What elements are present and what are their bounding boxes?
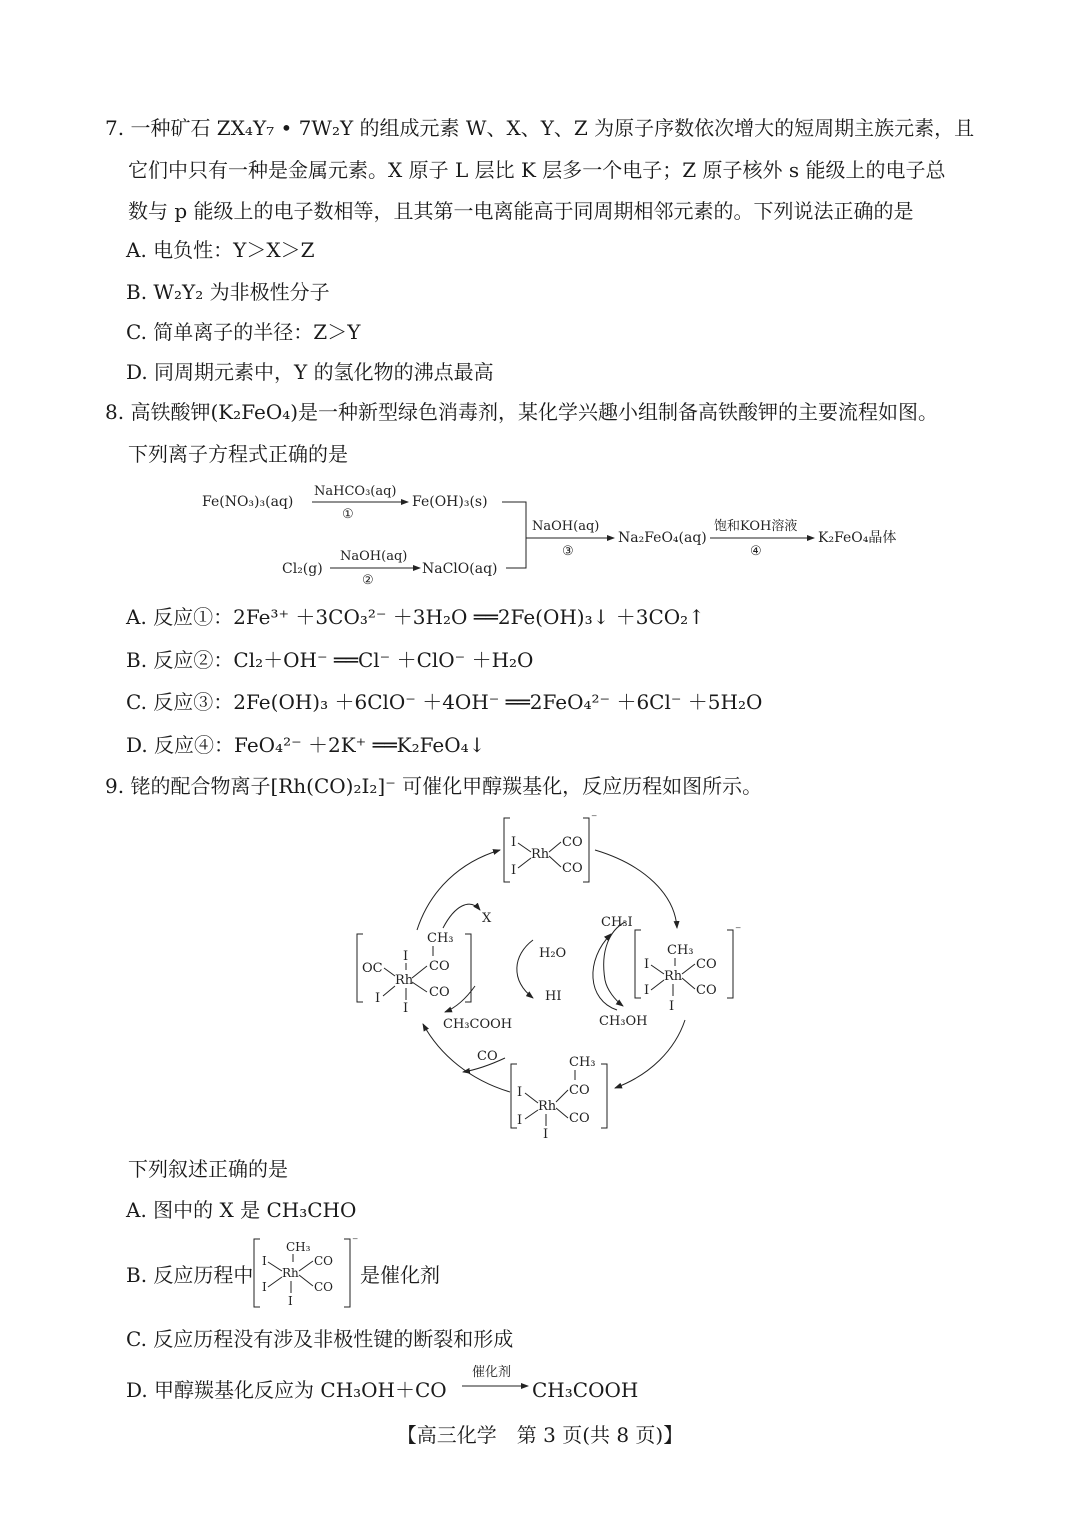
flow-step-2: ② — [362, 573, 374, 588]
svg-text:I: I — [262, 1280, 267, 1294]
svg-text:CO: CO — [314, 1254, 334, 1268]
q7-option-c: C. 简单离子的半径：Z＞Y — [126, 320, 361, 344]
svg-text:I: I — [262, 1254, 267, 1268]
flow-merge-bracket — [502, 502, 526, 568]
svg-text:CO: CO — [569, 1111, 590, 1126]
flow-product-4: K₂FeO₄晶体 — [818, 530, 897, 546]
q7-option-b: B. W₂Y₂ 为非极性分子 — [126, 280, 330, 304]
svg-text:⁻: ⁻ — [352, 1235, 359, 1248]
complex-top — [504, 811, 597, 882]
complex-left — [357, 931, 471, 1016]
flow-product-3: Na₂FeO₄(aq) — [618, 530, 707, 546]
q8-option-c: C. 反应③：2Fe(OH)₃ ＋6ClO⁻ ＋4OH⁻ ══2FeO₄²⁻ ＋6Cl⁻ ＋5H₂O — [126, 690, 763, 714]
q9-option-d-prefix: D. 甲醇羰基化反应为 CH₃OH＋CO — [126, 1378, 447, 1402]
label-ch3i: CH₃I — [601, 915, 633, 930]
svg-text:I: I — [375, 991, 381, 1006]
label-ch3cooh: CH₃COOH — [443, 1017, 513, 1032]
complex-bottom — [511, 1055, 607, 1142]
svg-text:CO: CO — [429, 959, 450, 974]
svg-text:CO: CO — [429, 985, 450, 1000]
q9-question: 下列叙述正确的是 — [128, 1157, 288, 1181]
q8-option-a: A. 反应①：2Fe³⁺ ＋3CO₃²⁻ ＋3H₂O ══2Fe(OH)₃↓ ＋3CO₂↑ — [126, 605, 705, 629]
q9-option-d-arrow — [460, 1362, 532, 1398]
q8-flow-diagram — [190, 478, 910, 588]
svg-text:CO: CO — [696, 983, 717, 998]
q8-stem-line-1: 8. 高铁酸钾(K₂FeO₄)是一种新型绿色消毒剂，某化学兴趣小组制备高铁酸钾的主要流程如图。 — [105, 400, 939, 424]
arrow-x-to-acid — [517, 940, 533, 998]
q9-option-c: C. 反应历程没有涉及非极性键的断裂和形成 — [126, 1327, 514, 1351]
q7-stem-line-1: 7. 一种矿石 ZX₄Y₇ • 7W₂Y 的组成元素 W、X、Y、Z 为原子序数依次增大的短周期主族元素，且 — [105, 116, 975, 140]
cycle-arrow-right-bottom — [615, 1020, 685, 1088]
flow-start-2: Cl₂(g) — [282, 561, 323, 577]
svg-text:Rh: Rh — [538, 1099, 557, 1114]
svg-text:I: I — [517, 1085, 523, 1100]
svg-text:I: I — [669, 999, 675, 1014]
svg-text:CO: CO — [569, 1083, 590, 1098]
svg-text:Rh: Rh — [531, 847, 550, 862]
flow-step-3: ③ — [562, 544, 574, 559]
svg-text:⁻: ⁻ — [735, 923, 742, 937]
svg-text:CO: CO — [562, 835, 583, 850]
svg-text:CH₃: CH₃ — [427, 931, 454, 946]
flow-reagent-3: NaOH(aq) — [532, 519, 600, 534]
svg-text:CO: CO — [314, 1280, 334, 1294]
flow-reagent-2: NaOH(aq) — [340, 549, 408, 564]
flow-reagent-1: NaHCO₃(aq) — [314, 484, 397, 499]
svg-text:CO: CO — [696, 957, 717, 972]
page-footer: 【高三化学 第 3 页(共 8 页)】 — [396, 1423, 684, 1447]
q8-option-b: B. 反应②：Cl₂＋OH⁻ ══Cl⁻ ＋ClO⁻ ＋H₂O — [126, 648, 534, 672]
q7-option-a: A. 电负性：Y＞X＞Z — [126, 238, 315, 262]
svg-text:OC: OC — [362, 961, 383, 976]
q9-option-a: A. 图中的 X 是 CH₃CHO — [126, 1198, 357, 1222]
svg-text:CH₃: CH₃ — [667, 943, 694, 958]
q9-option-b-structure — [252, 1235, 362, 1311]
q9-stem: 9. 铑的配合物离子[Rh(CO)₂I₂]⁻ 可催化甲醇羰基化，反应历程如图所示。 — [105, 774, 763, 798]
svg-text:I: I — [517, 1113, 523, 1128]
label-hi: HI — [545, 989, 562, 1004]
svg-text:Rh: Rh — [664, 969, 683, 984]
q9-option-d-suffix: CH₃COOH — [532, 1378, 639, 1402]
svg-text:I: I — [403, 1001, 409, 1016]
svg-text:I: I — [511, 863, 517, 878]
svg-text:⁻: ⁻ — [591, 811, 598, 825]
svg-text:I: I — [288, 1294, 293, 1308]
q9-option-b-suffix: 是催化剂 — [360, 1263, 440, 1287]
label-co-in: CO — [477, 1049, 498, 1064]
label-x: X — [482, 911, 492, 926]
q7-stem-line-3: 数与 p 能级上的电子数相等，且其第一电离能高于同周期相邻元素的。下列说法正确的是 — [128, 199, 914, 223]
flow-step-4: ④ — [750, 544, 762, 559]
flow-reagent-4: 饱和KOH溶液 — [714, 519, 798, 534]
svg-text:CH₃: CH₃ — [286, 1240, 311, 1254]
svg-text:I: I — [644, 957, 650, 972]
svg-text:I: I — [511, 835, 517, 850]
arrow-ch3i-in — [604, 922, 625, 1006]
svg-text:I: I — [543, 1127, 549, 1142]
label-h2o: H₂O — [539, 946, 567, 961]
q9-catalytic-cycle — [355, 810, 745, 1145]
complex-right — [635, 923, 741, 1014]
flow-product-2: NaClO(aq) — [422, 561, 498, 577]
arrow-release-x — [443, 904, 480, 928]
arrow-methanol-to-ch3i — [593, 934, 617, 1010]
svg-text:催化剂: 催化剂 — [472, 1365, 512, 1380]
flow-step-1: ① — [342, 507, 354, 522]
q8-stem-line-2: 下列离子方程式正确的是 — [128, 442, 348, 466]
svg-text:Rh: Rh — [395, 973, 414, 988]
q8-option-d: D. 反应④：FeO₄²⁻ ＋2K⁺ ══K₂FeO₄↓ — [126, 733, 486, 757]
flow-start-1: Fe(NO₃)₃(aq) — [202, 494, 294, 510]
svg-text:I: I — [644, 983, 650, 998]
svg-text:I: I — [403, 949, 409, 964]
label-ch3oh: CH₃OH — [599, 1014, 648, 1029]
svg-text:CH₃: CH₃ — [569, 1055, 596, 1070]
svg-text:CO: CO — [562, 861, 583, 876]
svg-text:Rh: Rh — [282, 1266, 299, 1280]
q9-option-b-prefix: B. 反应历程中 — [126, 1263, 254, 1287]
q7-option-d: D. 同周期元素中，Y 的氢化物的沸点最高 — [126, 360, 494, 384]
flow-product-1: Fe(OH)₃(s) — [412, 494, 488, 510]
q7-stem-line-2: 它们中只有一种是金属元素。X 原子 L 层比 K 层多一个电子；Z 原子核外 s 能级上的电子总 — [128, 158, 946, 182]
